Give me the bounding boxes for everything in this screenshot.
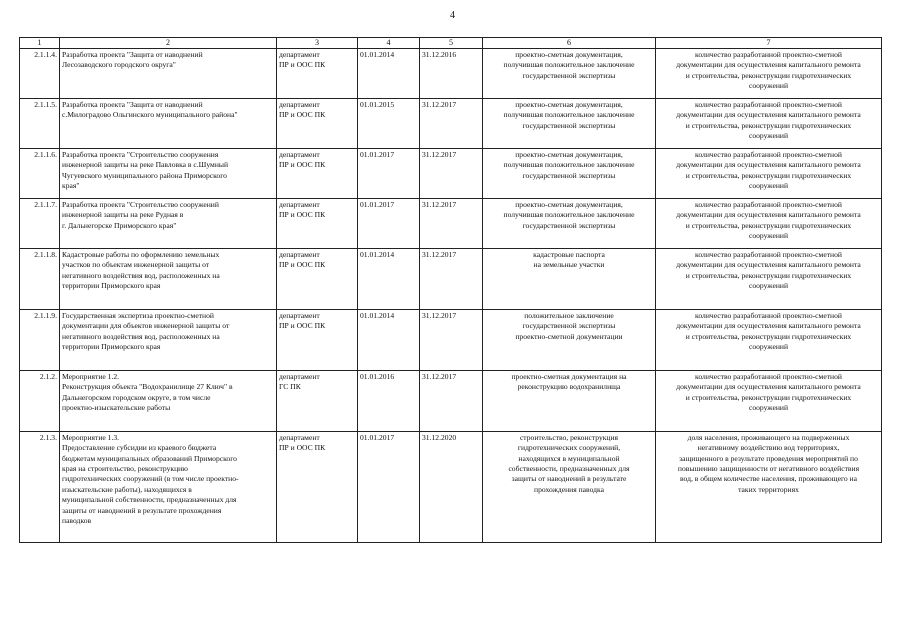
table-row	[20, 48, 882, 98]
expected-result: положительное заключение государственной экспертизы проектно-сметной документации	[483, 309, 656, 370]
activity-name: Разработка проекта "Строительство сооружений инженерной защиты на реке Рудная в г. Дальнегорске Приморского края"	[60, 198, 277, 248]
end-date: 31.12.2017	[420, 198, 483, 248]
expected-result: строительство, реконструкция гидротехнических сооружений, находящихся в муниципальной собственности, предназначенных для защиты от наводнений в результате прохождения паводка	[483, 431, 656, 542]
expected-result: проектно-сметная документация, получившая положительное заключение государственной экспертизы	[483, 148, 656, 198]
page-number: 4	[450, 10, 455, 21]
table-row	[20, 431, 882, 542]
table-row	[20, 198, 882, 248]
column-header-2: 2	[60, 38, 277, 49]
end-date: 31.12.2017	[420, 370, 483, 431]
column-header-4: 4	[358, 38, 420, 49]
target-indicator: количество разработанной проектно-сметной документации для осуществления капитального ремонта и строительства, реконструкции гидротехнических сооружений	[656, 48, 882, 98]
target-indicator: количество разработанной проектно-сметной документации для осуществления капитального ремонта и строительства, реконструкции гидротехнических сооружений	[656, 198, 882, 248]
start-date: 01.01.2017	[358, 198, 420, 248]
expected-result: проектно-сметная документация, получившая положительное заключение государственной экспертизы	[483, 98, 656, 148]
table-row	[20, 370, 882, 431]
start-date: 01.01.2017	[358, 431, 420, 542]
target-indicator: доля населения, проживающего на подверженных негативному воздействию вод территориях, защищенного в результате проведения мероприятий по повышению защищенности от негативного воздействия вод, в общем количестве населения, проживающего на таких территориях	[656, 431, 882, 542]
table-row	[20, 148, 882, 198]
executor: департамент ПР и ООС ПК	[277, 248, 358, 309]
row-number: 2.1.3.	[20, 431, 60, 542]
column-header-1: 1	[20, 38, 60, 49]
end-date: 31.12.2017	[420, 309, 483, 370]
table-row	[20, 248, 882, 309]
row-number: 2.1.1.8.	[20, 248, 60, 309]
expected-result: кадастровые паспорта на земельные участки	[483, 248, 656, 309]
executor: департамент ПР и ООС ПК	[277, 148, 358, 198]
start-date: 01.01.2014	[358, 48, 420, 98]
target-indicator: количество разработанной проектно-сметной документации для осуществления капитального ремонта и строительства, реконструкции гидротехнических сооружений	[656, 248, 882, 309]
row-number: 2.1.1.7.	[20, 198, 60, 248]
activity-name: Разработка проекта "Защита от наводнений с.Милоградово Ольгинского муниципального района"	[60, 98, 277, 148]
activity-name: Мероприятие 1.2. Реконструкция объекта "Водохранилище 27 Ключ" в Дальнегорском городском округе, в том числе проектно-изыскательские работы	[60, 370, 277, 431]
activity-name: Государственная экспертиза проектно-сметной документации для объектов инженерной защиты от негативного воздействия вод, расположенных на территории Приморского края	[60, 309, 277, 370]
column-header-3: 3	[277, 38, 358, 49]
program-activities-table	[19, 37, 882, 543]
executor: департамент ПР и ООС ПК	[277, 198, 358, 248]
start-date: 01.01.2017	[358, 148, 420, 198]
expected-result: проектно-сметная документация на реконструкцию водохранилища	[483, 370, 656, 431]
column-header-5: 5	[420, 38, 483, 49]
expected-result: проектно-сметная документация, получившая положительное заключение государственной экспертизы	[483, 48, 656, 98]
table-row	[20, 309, 882, 370]
table-row	[20, 98, 882, 148]
executor: департамент ПР и ООС ПК	[277, 98, 358, 148]
executor: департамент ПР и ООС ПК	[277, 48, 358, 98]
target-indicator: количество разработанной проектно-сметной документации для осуществления капитального ремонта и строительства, реконструкции гидротехнических сооружений	[656, 309, 882, 370]
activity-name: Мероприятие 1.3. Предоставление субсидии из краевого бюджета бюджетам муниципальных образований Приморского края на строительство, реконструкцию гидротехнических сооружений (в том числе проектно- изыскательские работы), находящихся в муниципальной собственности, предназначенных для защиты от наводнений в результате прохождения паводков	[60, 431, 277, 542]
column-header-6: 6	[483, 38, 656, 49]
target-indicator: количество разработанной проектно-сметной документации для осуществления капитального ремонта и строительства, реконструкции гидротехнических сооружений	[656, 148, 882, 198]
activity-name: Разработка проекта "Строительство сооружения инженерной защиты на реке Павловка в с.Шумный Чугуевского муниципального района Приморского края"	[60, 148, 277, 198]
target-indicator: количество разработанной проектно-сметной документации для осуществления капитального ремонта и строительства, реконструкции гидротехнических сооружений	[656, 370, 882, 431]
end-date: 31.12.2017	[420, 98, 483, 148]
column-header-7: 7	[656, 38, 882, 49]
activity-name: Разработка проекта "Защита от наводнений Лесозаводского городского округа"	[60, 48, 277, 98]
header-row	[20, 38, 882, 49]
executor: департамент ГС ПК	[277, 370, 358, 431]
activity-name: Кадастровые работы по оформлению земельных участков по объектам инженерной защиты от негативного воздействия вод, расположенных на территории Приморского края	[60, 248, 277, 309]
row-number: 2.1.1.6.	[20, 148, 60, 198]
end-date: 31.12.2020	[420, 431, 483, 542]
end-date: 31.12.2017	[420, 148, 483, 198]
start-date: 01.01.2014	[358, 248, 420, 309]
start-date: 01.01.2015	[358, 98, 420, 148]
expected-result: проектно-сметная документация, получившая положительное заключение государственной экспертизы	[483, 198, 656, 248]
target-indicator: количество разработанной проектно-сметной документации для осуществления капитального ремонта и строительства, реконструкции гидротехнических сооружений	[656, 98, 882, 148]
start-date: 01.01.2014	[358, 309, 420, 370]
end-date: 31.12.2016	[420, 48, 483, 98]
end-date: 31.12.2017	[420, 248, 483, 309]
row-number: 2.1.1.9.	[20, 309, 60, 370]
executor: департамент ПР и ООС ПК	[277, 431, 358, 542]
executor: департамент ПР и ООС ПК	[277, 309, 358, 370]
start-date: 01.01.2016	[358, 370, 420, 431]
row-number: 2.1.1.5.	[20, 98, 60, 148]
row-number: 2.1.1.4.	[20, 48, 60, 98]
row-number: 2.1.2.	[20, 370, 60, 431]
